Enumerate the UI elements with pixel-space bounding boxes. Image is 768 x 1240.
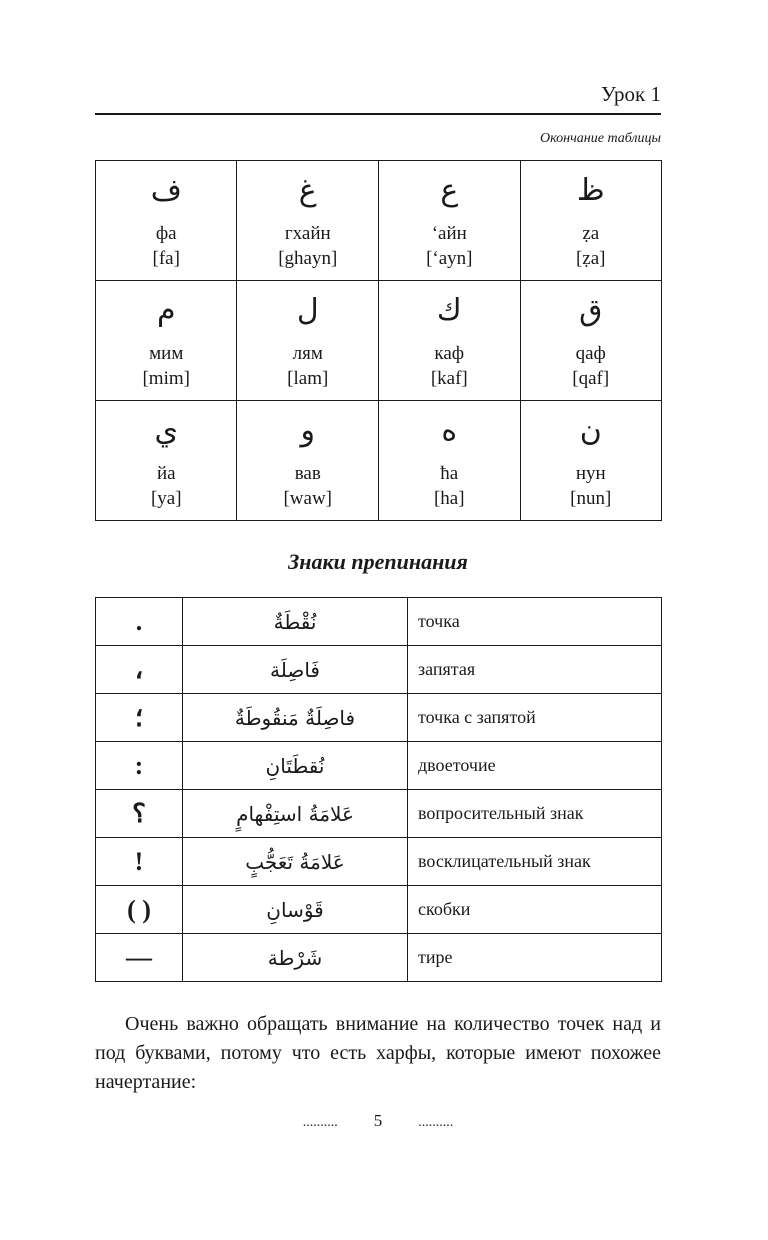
- letter-cell: [379, 281, 520, 401]
- table-row: [96, 694, 662, 742]
- letter-name: фа: [155, 223, 177, 244]
- arabic-letter: ف: [150, 173, 182, 208]
- punctuation-mark: !: [96, 838, 183, 886]
- arabic-letter: و: [300, 413, 315, 448]
- russian-meaning: восклицательный знак: [408, 838, 662, 886]
- letters-row: [96, 401, 662, 521]
- arabic-term: شَرْطة: [183, 934, 408, 982]
- letter-cell: [96, 161, 237, 281]
- letter-cell: [520, 401, 661, 521]
- arabic-term: عَلامَةُ تَعَجُّبٍ: [183, 838, 408, 886]
- letter-name: йа: [156, 463, 176, 484]
- russian-meaning: тире: [408, 934, 662, 982]
- letter-cell: [520, 161, 661, 281]
- body-paragraph: Очень важно обращать внимание на количество точек над и под буквами, потому что есть харфы, которые имеют похожее начертание:: [95, 1013, 661, 1093]
- arabic-letter: ق: [579, 293, 603, 328]
- table-caption: Окончание таблицы: [540, 131, 661, 146]
- russian-meaning: запятая: [408, 646, 662, 694]
- letter-name: нун: [575, 463, 606, 484]
- letter-transliteration: [kaf]: [430, 368, 468, 389]
- punctuation-mark: ،: [96, 646, 183, 694]
- section-title: Знаки препинания: [288, 549, 468, 574]
- letter-cell: [237, 281, 379, 401]
- letter-name: qaф: [575, 343, 606, 364]
- arabic-letter: غ: [298, 173, 317, 208]
- table-row: [96, 742, 662, 790]
- arabic-term: فاصِلَةٌ مَنقُوطَةٌ: [183, 694, 408, 742]
- letter-cell: [520, 281, 661, 401]
- arabic-letter: ظ: [576, 173, 605, 208]
- page-number: 5: [373, 1111, 383, 1130]
- table-row: [96, 934, 662, 982]
- letters-table: [95, 160, 662, 521]
- punctuation-table: [95, 597, 662, 982]
- letter-transliteration: [lam]: [287, 368, 329, 389]
- letter-name: лям: [292, 343, 323, 364]
- letter-name: ћа: [440, 463, 459, 484]
- letter-name: вав: [294, 463, 321, 484]
- letter-name: гхайн: [284, 223, 331, 244]
- punctuation-mark: .: [96, 598, 183, 646]
- arabic-letter: ن: [579, 413, 602, 448]
- running-header: Урок 1: [601, 82, 661, 106]
- russian-meaning: двоеточие: [408, 742, 662, 790]
- letter-transliteration: [mim]: [142, 368, 190, 389]
- letter-transliteration: [ghayn]: [278, 248, 338, 269]
- arabic-term: نُقْطَةٌ: [183, 598, 408, 646]
- letter-transliteration: [nun]: [570, 488, 612, 509]
- russian-meaning: точка: [408, 598, 662, 646]
- table-row: [96, 838, 662, 886]
- arabic-term: عَلامَةُ استِفْهامٍ: [183, 790, 408, 838]
- page-footer: [95, 1111, 661, 1131]
- punctuation-mark: —: [96, 934, 183, 982]
- letters-row: [96, 281, 662, 401]
- letter-name: мим: [149, 343, 184, 364]
- punctuation-mark: ؟: [96, 790, 183, 838]
- arabic-term: قَوْسانِ: [183, 886, 408, 934]
- letter-transliteration: [‘ayn]: [426, 248, 473, 269]
- russian-meaning: скобки: [408, 886, 662, 934]
- letter-cell: [379, 401, 520, 521]
- arabic-letter: ه: [441, 413, 458, 448]
- letter-transliteration: [ẓa]: [575, 248, 606, 269]
- letter-name: ‘айн: [431, 223, 467, 244]
- arabic-term: فَاصِلَة: [183, 646, 408, 694]
- punctuation-mark: :: [96, 742, 183, 790]
- footer-dots-right: ..........: [418, 1115, 454, 1130]
- table-row: [96, 646, 662, 694]
- table-row: [96, 598, 662, 646]
- letter-cell: [379, 161, 520, 281]
- arabic-letter: ع: [440, 173, 459, 208]
- punctuation-mark: ( ): [96, 886, 183, 934]
- letters-row: [96, 161, 662, 281]
- letter-transliteration: [waw]: [283, 488, 333, 509]
- arabic-letter: ك: [436, 293, 462, 328]
- letter-cell: [237, 401, 379, 521]
- arabic-letter: ي: [154, 413, 178, 448]
- table-row: [96, 886, 662, 934]
- arabic-letter: م: [156, 293, 176, 328]
- russian-meaning: точка с запятой: [408, 694, 662, 742]
- letter-transliteration: [ha]: [433, 488, 465, 509]
- letter-cell: [96, 401, 237, 521]
- letter-transliteration: [fa]: [152, 248, 180, 269]
- letter-transliteration: [ya]: [150, 488, 182, 509]
- header-rule: [95, 113, 661, 115]
- russian-meaning: вопросительный знак: [408, 790, 662, 838]
- table-row: [96, 790, 662, 838]
- arabic-term: نُقطَتَانِ: [183, 742, 408, 790]
- arabic-letter: ل: [296, 293, 319, 328]
- letter-cell: [237, 161, 379, 281]
- letter-name: ẓa: [582, 223, 600, 244]
- punctuation-mark: ؛: [96, 694, 183, 742]
- letter-transliteration: [qaf]: [572, 368, 610, 389]
- letter-name: каф: [434, 343, 465, 364]
- footer-dots-left: ..........: [302, 1115, 338, 1130]
- letter-cell: [96, 281, 237, 401]
